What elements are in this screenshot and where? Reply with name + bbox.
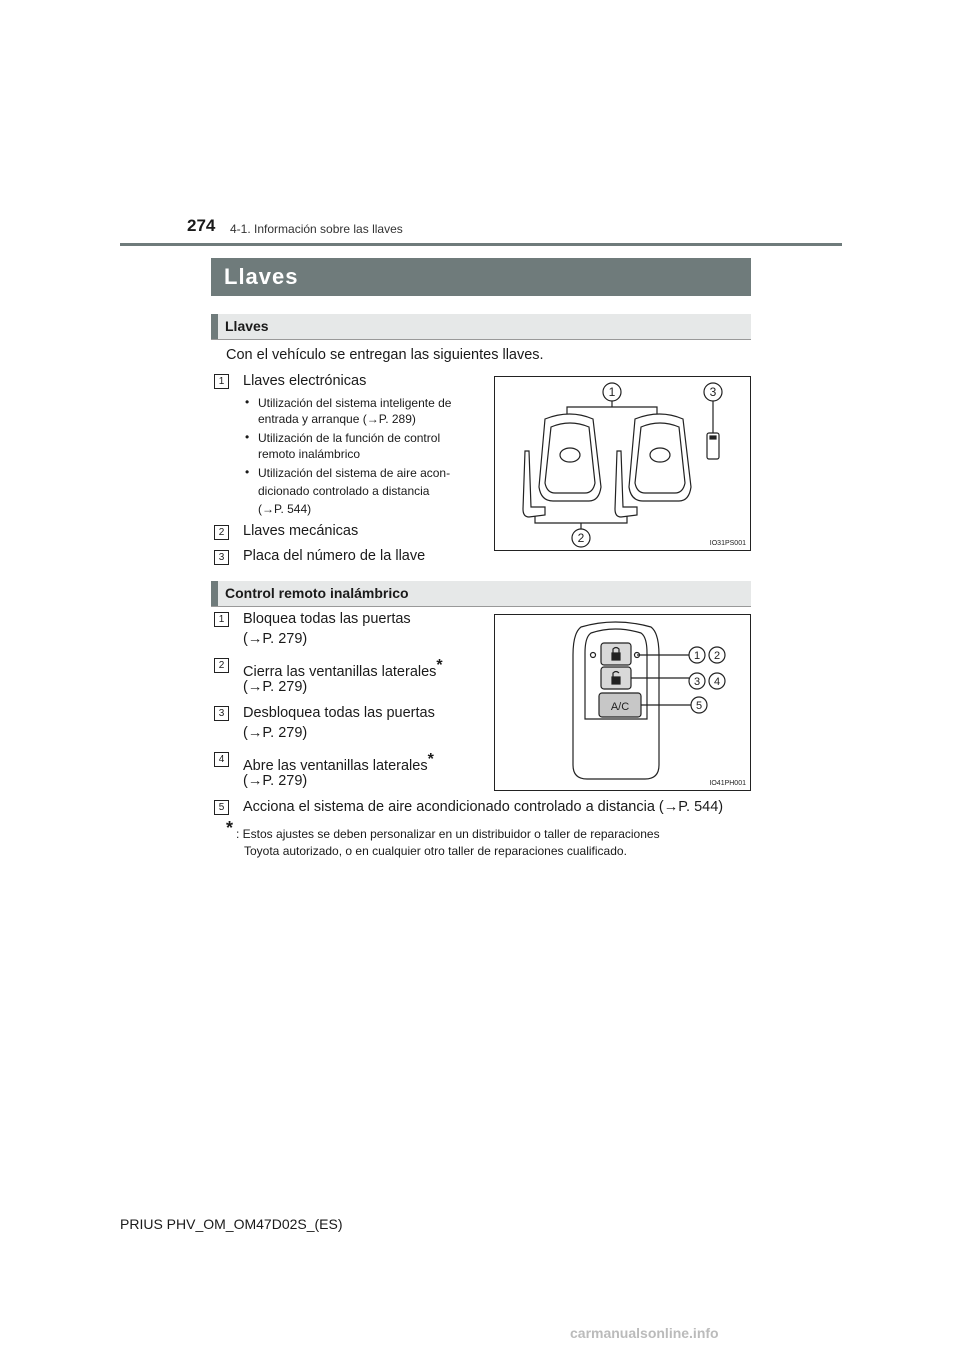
callout-1: 1 [608, 385, 616, 399]
footer-code: PRIUS PHV_OM_OM47D02S_(ES) [120, 1216, 343, 1232]
header-rule [120, 243, 842, 246]
bullet-text: dicionado controlado a distancia [258, 484, 430, 498]
note-text: : Estos ajustes se deben personalizar en un distribuidor o taller de reparaciones [236, 827, 660, 841]
keys-illustration [495, 377, 750, 550]
item-number: 3 [214, 550, 229, 565]
item-label-text: Cierra las ventanillas laterales [243, 663, 437, 680]
item-ref: (→P. 279) [243, 679, 308, 695]
callout-2: 2 [713, 650, 721, 662]
ac-button-label: A/C [610, 701, 630, 713]
item-number: 5 [214, 800, 229, 815]
item-label [243, 657, 443, 681]
bullet: • [245, 430, 250, 444]
item-number: 4 [214, 752, 229, 767]
item-label-text: Abre las ventanillas laterales [243, 757, 428, 774]
bullet: • [245, 395, 250, 409]
callout-1: 1 [693, 650, 701, 662]
item-label [243, 751, 434, 775]
callout-4: 4 [713, 676, 721, 688]
bullet-text: (→P. 544) [258, 502, 312, 516]
item-label: Acciona el sistema de aire acondicionado controlado a distancia (→P. 544) [243, 799, 724, 815]
item-number: 1 [214, 374, 229, 389]
bullet-text: Utilización del sistema de aire acon- [258, 466, 451, 480]
figure-code: IO31PS001 [709, 540, 746, 547]
section-heading-remote: Control remoto inalámbrico [211, 581, 751, 607]
callout-3: 3 [693, 676, 701, 688]
chapter-title: 4-1. Información sobre las llaves [230, 222, 403, 236]
remote-illustration [495, 615, 750, 790]
bullet-text: Utilización de la función de control [258, 431, 441, 445]
keys-figure [494, 376, 751, 551]
callout-2: 2 [577, 531, 585, 545]
item-ref: (→P. 279) [243, 725, 308, 741]
page-title: Llaves [211, 258, 751, 296]
item-ref: (→P. 279) [243, 773, 308, 789]
bullet: • [245, 465, 250, 479]
callout-5: 5 [695, 700, 703, 712]
figure-code: IO41PH001 [709, 780, 746, 787]
note-text-line2: Toyota autorizado, o en cualquier otro taller de reparaciones cualificado. [244, 844, 627, 858]
intro-text: Con el vehículo se entregan las siguientes llaves. [226, 347, 544, 363]
note-asterisk: * [226, 818, 234, 838]
item-number: 3 [214, 706, 229, 721]
item-label: Placa del número de la llave [243, 548, 426, 564]
item-number: 2 [214, 658, 229, 673]
asterisk: * [427, 751, 434, 768]
callout-3: 3 [709, 385, 717, 399]
item-number: 2 [214, 525, 229, 540]
bullet-text: Utilización del sistema inteligente de [258, 396, 452, 410]
bullet-text: entrada y arranque (→P. 289) [258, 412, 416, 426]
item-label: Desbloquea todas las puertas [243, 705, 435, 721]
item-label: Bloquea todas las puertas [243, 611, 411, 627]
bullet-text: remoto inalámbrico [258, 447, 361, 461]
asterisk: * [436, 657, 443, 674]
page-number: 274 [187, 216, 216, 235]
item-label: Llaves mecánicas [243, 523, 359, 539]
section-heading-llaves: Llaves [211, 314, 751, 340]
item-ref: (→P. 279) [243, 631, 308, 647]
item-number: 1 [214, 612, 229, 627]
watermark: carmanualsonline.info [570, 1325, 719, 1341]
item-label: Llaves electrónicas [243, 373, 367, 389]
remote-figure [494, 614, 751, 791]
